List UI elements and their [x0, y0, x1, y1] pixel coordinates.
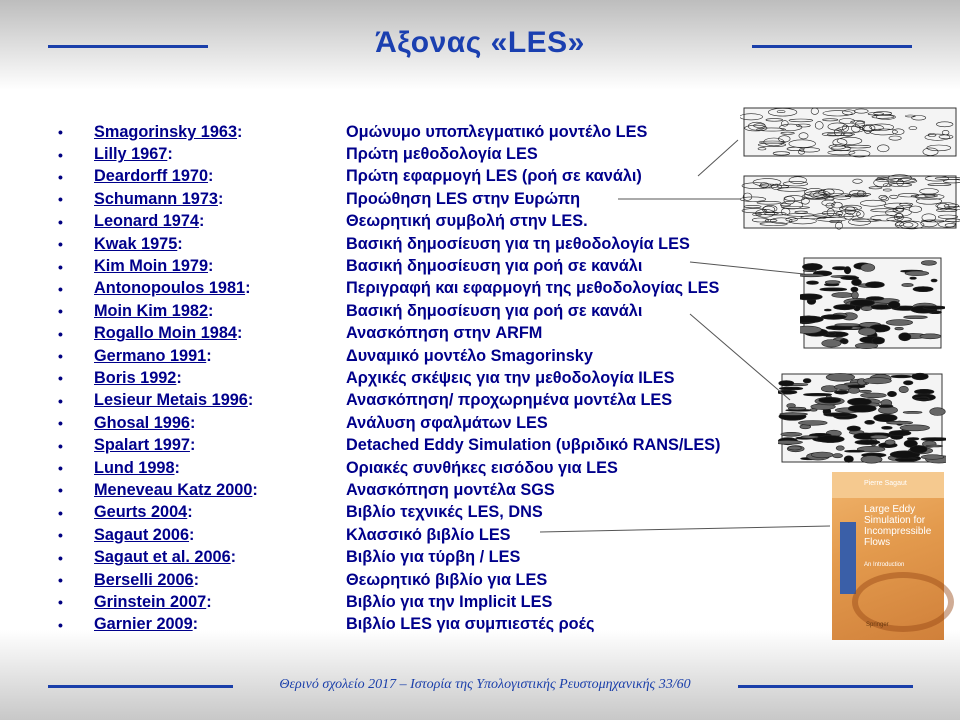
reference-link[interactable]: Lesieur Metais 1996	[94, 391, 248, 410]
reference-separator: :	[192, 615, 199, 634]
reference-link[interactable]: Moin Kim 1982	[94, 301, 209, 320]
reference-description: Βασική δημοσίευση για τη μεθοδολογία LES	[346, 234, 690, 253]
book-author: Pierre Sagaut	[864, 480, 907, 487]
bullet: •	[58, 572, 63, 588]
bullet: •	[58, 460, 63, 477]
reference-link[interactable]: Geurts 2004	[94, 503, 188, 522]
reference-link[interactable]: Schumann 1973	[94, 189, 218, 208]
slide-footer: Θερινό σχολείο 2017 – Ιστορία της Υπολογιστικής Ρευστομηχανικής 33/60	[279, 677, 691, 692]
bullet: •	[58, 213, 63, 230]
reference-link[interactable]: Boris 1992	[94, 368, 177, 387]
bullet: •	[58, 437, 63, 454]
reference-description: Πρώτη εφαρμογή LES (ροή σε κανάλι)	[346, 167, 642, 186]
reference-description: Ανάλυση σφαλμάτων LES	[346, 413, 548, 432]
reference-link[interactable]: Lund 1998	[94, 458, 175, 477]
reference-description: Θεωρητική συμβολή στην LES.	[346, 212, 588, 231]
reference-separator: :	[230, 548, 237, 567]
reference-description: Ανασκόπηση στην ARFM	[346, 324, 543, 343]
reference-separator: :	[237, 122, 243, 141]
reference-separator: :	[189, 413, 196, 432]
reference-separator: :	[177, 234, 183, 253]
reference-description: Οριακές συνθήκες εισόδου για LES	[346, 458, 618, 477]
reference-link[interactable]: Leonard 1974	[94, 212, 199, 231]
book-cover-image	[832, 472, 944, 640]
slide-title: Άξονας «LES»	[375, 26, 585, 59]
reference-description: Ομώνυμο υποπλεγματικό μοντέλο LES	[346, 122, 648, 141]
bullet: •	[58, 527, 63, 544]
reference-description: Ανασκόπηση/ προχωρημένα μοντέλα LES	[346, 391, 673, 410]
reference-description: Ανασκόπηση μοντέλα SGS	[346, 480, 555, 499]
reference-separator: :	[174, 458, 180, 477]
reference-description: Δυναμικό μοντέλο Smagorinsky	[346, 346, 593, 365]
bullet: •	[58, 191, 63, 208]
bullet: •	[58, 325, 63, 342]
bullet: •	[58, 258, 63, 275]
reference-separator: :	[193, 570, 199, 589]
bullet: •	[58, 168, 63, 185]
bullet: •	[58, 549, 63, 566]
bullet: •	[58, 370, 63, 387]
reference-separator: :	[208, 257, 214, 276]
bullet: •	[58, 504, 63, 521]
bullet: •	[58, 146, 63, 163]
reference-separator: :	[247, 391, 254, 410]
reference-link[interactable]: Lilly 1967	[94, 145, 168, 164]
reference-description: Περιγραφή και εφαρμογή της μεθοδολογίας LES	[346, 279, 720, 298]
reference-link[interactable]: Rogallo Moin 1984	[94, 324, 237, 343]
reference-separator: :	[189, 436, 196, 455]
reference-link[interactable]: Smagorinsky 1963	[94, 122, 237, 141]
reference-description: Πρώτη μεθοδολογία LES	[346, 145, 538, 164]
reference-link[interactable]: Berselli 2006	[94, 570, 194, 589]
reference-link[interactable]: Garnier 2009	[94, 615, 193, 634]
reference-description: Βασική δημοσίευση για ροή σε κανάλι	[346, 257, 643, 276]
bullet: •	[58, 415, 63, 432]
reference-description: Βιβλίο για την Implicit LES	[346, 592, 553, 611]
bullet: •	[58, 303, 63, 320]
reference-description: Detached Eddy Simulation (υβριδικό RANS/LES)	[346, 436, 721, 455]
reference-link[interactable]: Kim Moin 1979	[94, 257, 209, 276]
reference-description: Θεωρητικό βιβλίο για LES	[346, 570, 548, 589]
bullet: •	[58, 280, 63, 297]
reference-description: Προώθηση LES στην Ευρώπη	[346, 189, 581, 208]
bullet: •	[58, 616, 63, 633]
reference-link[interactable]: Antonopoulos 1981	[94, 279, 246, 298]
footer-rule-right	[738, 685, 913, 688]
bullet: •	[58, 482, 63, 499]
book-publisher: Springer	[866, 622, 889, 628]
reference-separator: :	[208, 301, 214, 320]
reference-separator: :	[217, 189, 224, 208]
reference-separator: :	[206, 592, 212, 611]
footer-rule-left	[48, 685, 233, 688]
reference-description: Βασική δημοσίευση για ροή σε κανάλι	[346, 301, 643, 320]
reference-link[interactable]: Sagaut 2006	[94, 525, 190, 544]
reference-link[interactable]: Meneveau Katz 2000	[94, 480, 253, 499]
reference-separator: :	[176, 368, 182, 387]
reference-link[interactable]: Spalart 1997	[94, 436, 190, 455]
reference-description: Κλασσικό βιβλίο LES	[346, 525, 511, 544]
bullet: •	[58, 348, 63, 365]
reference-description: Βιβλίο τεχνικές LES, DNS	[346, 503, 543, 522]
bullet: •	[58, 594, 63, 611]
reference-separator: :	[252, 480, 258, 499]
reference-description: Αρχικές σκέψεις για την μεθοδολογία ILES	[346, 368, 675, 387]
reference-link[interactable]: Grinstein 2007	[94, 592, 207, 611]
bullet: •	[58, 392, 63, 409]
reference-link[interactable]: Kwak 1975	[94, 234, 178, 253]
reference-separator: :	[206, 346, 212, 365]
reference-link[interactable]: Deardorff 1970	[94, 167, 209, 186]
reference-separator: :	[208, 167, 214, 186]
bullet: •	[58, 236, 63, 253]
reference-link[interactable]: Ghosal 1996	[94, 413, 190, 432]
reference-separator: :	[167, 145, 173, 164]
reference-separator: :	[198, 212, 205, 231]
reference-link[interactable]: Sagaut et al. 2006	[94, 548, 231, 567]
reference-separator: :	[187, 503, 193, 522]
reference-separator: :	[245, 279, 251, 298]
reference-description: Βιβλίο LES για συμπιεστές ροές	[346, 615, 595, 634]
book-subtitle: An Introduction	[864, 562, 905, 568]
bullet: •	[58, 124, 63, 141]
reference-separator: :	[189, 525, 195, 544]
reference-separator: :	[236, 324, 243, 343]
reference-description: Βιβλίο για τύρβη / LES	[346, 548, 521, 567]
reference-link[interactable]: Germano 1991	[94, 346, 207, 365]
book-title: Large Eddy Simulation for Incompressible Flows	[864, 504, 932, 548]
